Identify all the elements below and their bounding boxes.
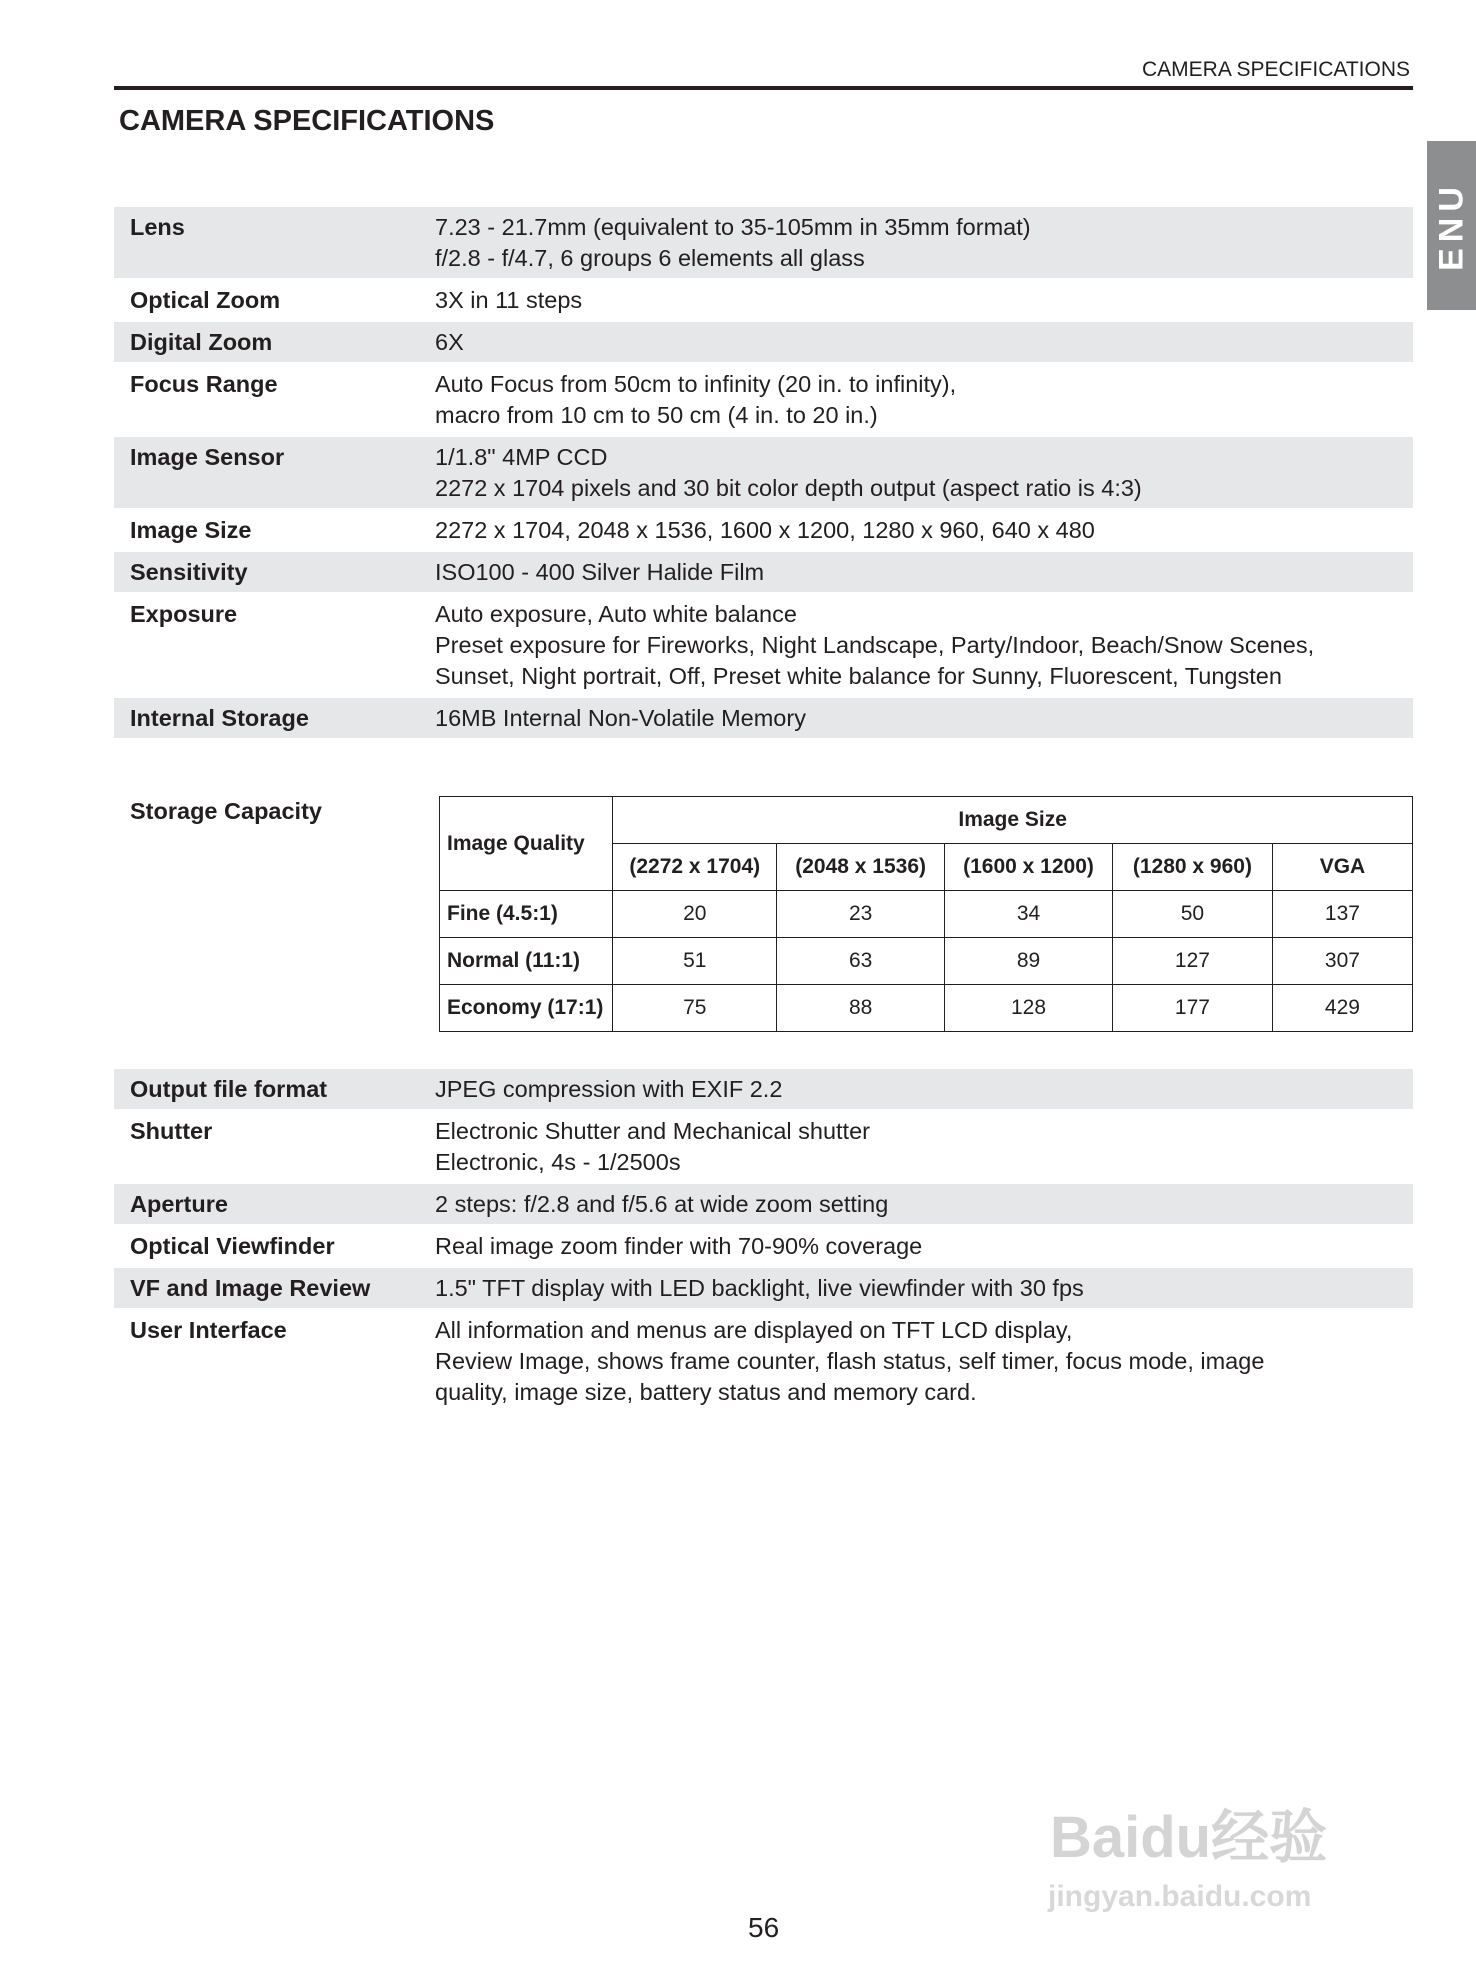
spec-row — [114, 698, 1413, 738]
language-tab-label: ENU — [1432, 180, 1470, 271]
spec-value-line: 1.5" TFT display with LED backlight, live viewfinder with 30 fps — [435, 1275, 1084, 1301]
spec-label: Digital Zoom — [130, 329, 273, 355]
spec-value — [435, 599, 1413, 692]
spec-list-b — [114, 1069, 1413, 1414]
spec-label: User Interface — [130, 1317, 287, 1343]
spec-row — [114, 437, 1413, 508]
spec-value-line: JPEG compression with EXIF 2.2 — [435, 1076, 783, 1102]
spec-value-line: Electronic Shutter and Mechanical shutter — [435, 1118, 870, 1144]
spec-value-line: All information and menus are displayed on TFT LCD display, — [435, 1317, 1073, 1343]
spec-value-line: quality, image size, battery status and memory card. — [435, 1379, 977, 1405]
spec-row — [114, 1226, 1413, 1266]
spec-label: Image Sensor — [130, 444, 285, 470]
spec-value — [435, 212, 1413, 274]
spec-value-line: Auto exposure, Auto white balance — [435, 601, 797, 627]
spec-value-line: f/2.8 - f/4.7, 6 groups 6 elements all glass — [435, 245, 865, 271]
capacity-cell: 429 — [1272, 985, 1412, 1032]
spec-value-line: Real image zoom finder with 70-90% coverage — [435, 1233, 923, 1259]
capacity-cell: 128 — [945, 985, 1113, 1032]
spec-value — [435, 1116, 1413, 1178]
spec-label: Image Size — [130, 517, 252, 543]
spec-label: Output file format — [130, 1076, 328, 1102]
spec-value-line: 3X in 11 steps — [435, 287, 583, 313]
spec-label: Exposure — [130, 601, 238, 627]
spec-label: Internal Storage — [130, 705, 309, 731]
spec-value-line: 6X — [435, 329, 464, 355]
image-size-header: Image Size — [613, 797, 1413, 844]
spec-list-a — [114, 207, 1413, 740]
capacity-cell: 51 — [613, 938, 777, 985]
header-rule — [114, 86, 1413, 90]
size-column-header: (2048 x 1536) — [777, 844, 945, 891]
spec-row — [114, 364, 1413, 435]
storage-capacity-label: Storage Capacity — [130, 798, 322, 824]
spec-label: Optical Zoom — [130, 287, 281, 313]
spec-row — [114, 1111, 1413, 1182]
spec-value — [435, 1315, 1413, 1408]
spec-label: VF and Image Review — [130, 1275, 371, 1301]
spec-row — [114, 510, 1413, 550]
storage-capacity-table — [439, 796, 1413, 1032]
capacity-cell: 75 — [613, 985, 777, 1032]
spec-value — [435, 557, 1413, 588]
image-quality-header: Image Quality — [440, 797, 613, 891]
spec-value — [435, 703, 1413, 734]
spec-label: Sensitivity — [130, 559, 248, 585]
capacity-cell: 50 — [1112, 891, 1272, 938]
spec-value-line: 7.23 - 21.7mm (equivalent to 35-105mm in 35mm format) — [435, 214, 1031, 240]
spec-row — [114, 1069, 1413, 1109]
spec-value-line: macro from 10 cm to 50 cm (4 in. to 20 in.) — [435, 402, 878, 428]
page-number: 56 — [748, 1912, 780, 1943]
capacity-cell: 127 — [1112, 938, 1272, 985]
spec-value-line: 2 steps: f/2.8 and f/5.6 at wide zoom setting — [435, 1191, 889, 1217]
spec-value-line: ISO100 - 400 Silver Halide Film — [435, 559, 765, 585]
running-header: CAMERA SPECIFICATIONS — [1142, 58, 1410, 81]
size-column-header: (2272 x 1704) — [613, 844, 777, 891]
quality-cell: Economy (17:1) — [440, 985, 613, 1032]
table-row — [440, 891, 1413, 938]
capacity-cell: 137 — [1272, 891, 1412, 938]
spec-value-line: Preset exposure for Fireworks, Night Landscape, Party/Indoor, Beach/Snow Scenes, — [435, 632, 1315, 658]
page-title: CAMERA SPECIFICATIONS — [119, 105, 495, 137]
spec-row — [114, 1310, 1413, 1412]
spec-value — [435, 1189, 1413, 1220]
capacity-cell: 63 — [777, 938, 945, 985]
spec-row — [114, 322, 1413, 362]
spec-value-line: Review Image, shows frame counter, flash status, self timer, focus mode, image — [435, 1348, 1265, 1374]
capacity-cell: 20 — [613, 891, 777, 938]
spec-value — [435, 285, 1413, 316]
quality-cell: Normal (11:1) — [440, 938, 613, 985]
size-column-header: (1280 x 960) — [1112, 844, 1272, 891]
spec-row — [114, 594, 1413, 696]
capacity-cell: 23 — [777, 891, 945, 938]
spec-row — [114, 1268, 1413, 1308]
capacity-cell: 307 — [1272, 938, 1412, 985]
size-column-header: (1600 x 1200) — [945, 844, 1113, 891]
spec-label: Focus Range — [130, 371, 278, 397]
spec-value — [435, 515, 1413, 546]
spec-value-line: Auto Focus from 50cm to infinity (20 in. to infinity), — [435, 371, 957, 397]
capacity-cell: 177 — [1112, 985, 1272, 1032]
spec-row — [114, 1184, 1413, 1224]
spec-value — [435, 1231, 1413, 1262]
watermark: Baidu经验 — [1050, 1805, 1328, 1870]
spec-value — [435, 327, 1413, 358]
spec-value-line: 1/1.8" 4MP CCD — [435, 444, 608, 470]
spec-value-line: Electronic, 4s - 1/2500s — [435, 1149, 681, 1175]
size-column-header: VGA — [1272, 844, 1412, 891]
spec-label: Aperture — [130, 1191, 228, 1217]
spec-value-line: 2272 x 1704 pixels and 30 bit color depth output (aspect ratio is 4:3) — [435, 475, 1142, 501]
capacity-cell: 34 — [945, 891, 1113, 938]
spec-row — [114, 552, 1413, 592]
spec-value — [435, 369, 1413, 431]
spec-value-line: 2272 x 1704, 2048 x 1536, 1600 x 1200, 1280 x 960, 640 x 480 — [435, 517, 1095, 543]
spec-row — [114, 207, 1413, 278]
table-row — [440, 938, 1413, 985]
spec-value — [435, 1273, 1413, 1304]
watermark-url: jingyan.baidu.com — [1048, 1880, 1312, 1913]
capacity-cell: 88 — [777, 985, 945, 1032]
spec-label: Lens — [130, 214, 185, 240]
table-row — [440, 985, 1413, 1032]
language-tab — [1427, 141, 1476, 310]
spec-value-line: Sunset, Night portrait, Off, Preset white balance for Sunny, Fluorescent, Tungsten — [435, 663, 1282, 689]
spec-value — [435, 1074, 1413, 1105]
spec-label: Optical Viewfinder — [130, 1233, 335, 1259]
quality-cell: Fine (4.5:1) — [440, 891, 613, 938]
spec-label: Shutter — [130, 1118, 213, 1144]
capacity-cell: 89 — [945, 938, 1113, 985]
spec-value-line: 16MB Internal Non-Volatile Memory — [435, 705, 806, 731]
spec-row — [114, 280, 1413, 320]
spec-value — [435, 442, 1413, 504]
